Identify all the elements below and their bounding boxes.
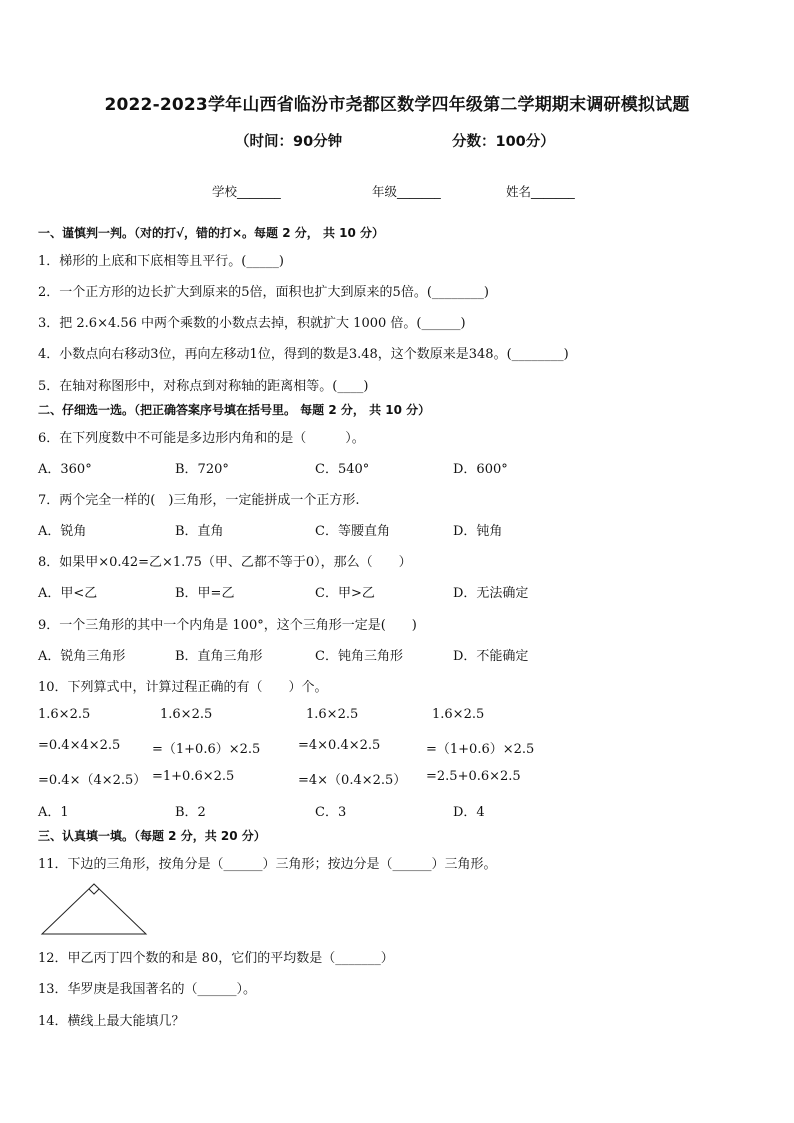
q6-option-d: D．600° [453, 462, 508, 477]
question-8: 8．如果甲×0.42=乙×1.75（甲、乙都不等于0），那么（ ） [38, 555, 412, 570]
right-isosceles-triangle [42, 884, 146, 934]
triangle-figure [40, 880, 152, 938]
section-2-heading: 二、仔细选一选。（把正确答案序号填在括号里。 每题 2 分， 共 10 分） [38, 403, 431, 417]
q7-option-d: D．钝角 [453, 524, 503, 539]
q10-calc-3-line-3: =4×（0.4×2.5） [298, 773, 407, 788]
q9-option-d: D．不能确定 [453, 649, 529, 664]
q10-calc-3-line-2: =4×0.4×2.5 [298, 738, 381, 753]
q10-calc-4-line-2: =（1+0.6）×2.5 [426, 742, 535, 757]
q8-option-a: A．甲<乙 [38, 586, 98, 601]
q10-calc-1-line-3: =0.4×（4×2.5） [38, 773, 147, 788]
q6-option-b: B．720° [175, 462, 229, 477]
q10-calc-2-line-2: =（1+0.6）×2.5 [152, 742, 261, 757]
section-3-heading: 三、认真填一填。（每题 2 分，共 20 分） [38, 829, 266, 843]
q7-option-c: C．等腰直角 [315, 524, 390, 539]
question-12: 12．甲乙丙丁四个数的和是 80，它们的平均数是（_______） [38, 951, 394, 966]
q7-option-a: A．锐角 [38, 524, 87, 539]
q9-option-c: C．钝角三角形 [315, 649, 403, 664]
q10-calc-4-line-1: 1.6×2.5 [432, 707, 485, 722]
q10-calc-1-line-2: =0.4×4×2.5 [38, 738, 121, 753]
question-7: 7．两个完全一样的( )三角形，一定能拼成一个正方形. [38, 493, 360, 508]
question-13: 13．华罗庚是我国著名的（______）。 [38, 982, 257, 997]
question-14: 14．横线上最大能填几？ [38, 1014, 185, 1029]
q10-option-c: C．3 [315, 805, 347, 820]
school-field: 学校_______ [212, 184, 281, 199]
q10-calc-3-line-1: 1.6×2.5 [306, 707, 359, 722]
section-1-heading: 一、谨慎判一判。（对的打√，错的打×。每题 2 分， 共 10 分） [38, 226, 384, 240]
exam-time: （时间：90分钟 [235, 134, 343, 150]
q8-option-b: B．甲=乙 [175, 586, 235, 601]
q10-calc-4-line-3: =2.5+0.6×2.5 [426, 769, 521, 784]
question-4: 4．小数点向右移动3位，再向左移动1位，得到的数是3.48，这个数原来是348。(________) [38, 347, 569, 362]
q10-option-d: D．4 [453, 805, 485, 820]
name-field: 姓名_______ [506, 184, 575, 199]
right-angle-mark [89, 889, 99, 894]
q9-option-b: B．直角三角形 [175, 649, 263, 664]
q7-option-b: B．直角 [175, 524, 224, 539]
q8-option-d: D．无法确定 [453, 586, 529, 601]
grade-field: 年级_______ [372, 184, 441, 199]
q10-calc-2-line-1: 1.6×2.5 [160, 707, 213, 722]
question-11: 11．下边的三角形，按角分是（______）三角形；按边分是（______）三角形。 [38, 857, 497, 872]
question-6: 6．在下列度数中不可能是多边形内角和的是（ ）。 [38, 431, 365, 446]
q9-option-a: A．锐角三角形 [38, 649, 126, 664]
q8-option-c: C．甲>乙 [315, 586, 375, 601]
q10-calc-2-line-3: =1+0.6×2.5 [152, 769, 235, 784]
q6-option-a: A．360° [38, 462, 92, 477]
question-2: 2．一个正方形的边长扩大到原来的5倍，面积也扩大到原来的5倍。(________) [38, 285, 489, 300]
q10-option-a: A．1 [38, 805, 69, 820]
q6-option-c: C．540° [315, 462, 370, 477]
question-10: 10．下列算式中，计算过程正确的有（ ）个。 [38, 680, 328, 695]
question-9: 9．一个三角形的其中一个内角是 100°，这个三角形一定是( ) [38, 618, 417, 633]
page-title: 2022-2023学年山西省临汾市尧都区数学四年级第二学期期末调研模拟试题 [104, 95, 690, 115]
question-5: 5．在轴对称图形中，对称点到对称轴的距离相等。(____) [38, 379, 369, 394]
question-1: 1．梯形的上底和下底相等且平行。(_____) [38, 254, 284, 269]
question-3: 3．把 2.6×4.56 中两个乘数的小数点去掉，积就扩大 1000 倍。(______) [38, 316, 466, 331]
q10-calc-1-line-1: 1.6×2.5 [38, 707, 91, 722]
q10-option-b: B．2 [175, 805, 206, 820]
exam-score: 分数：100分） [452, 134, 555, 150]
